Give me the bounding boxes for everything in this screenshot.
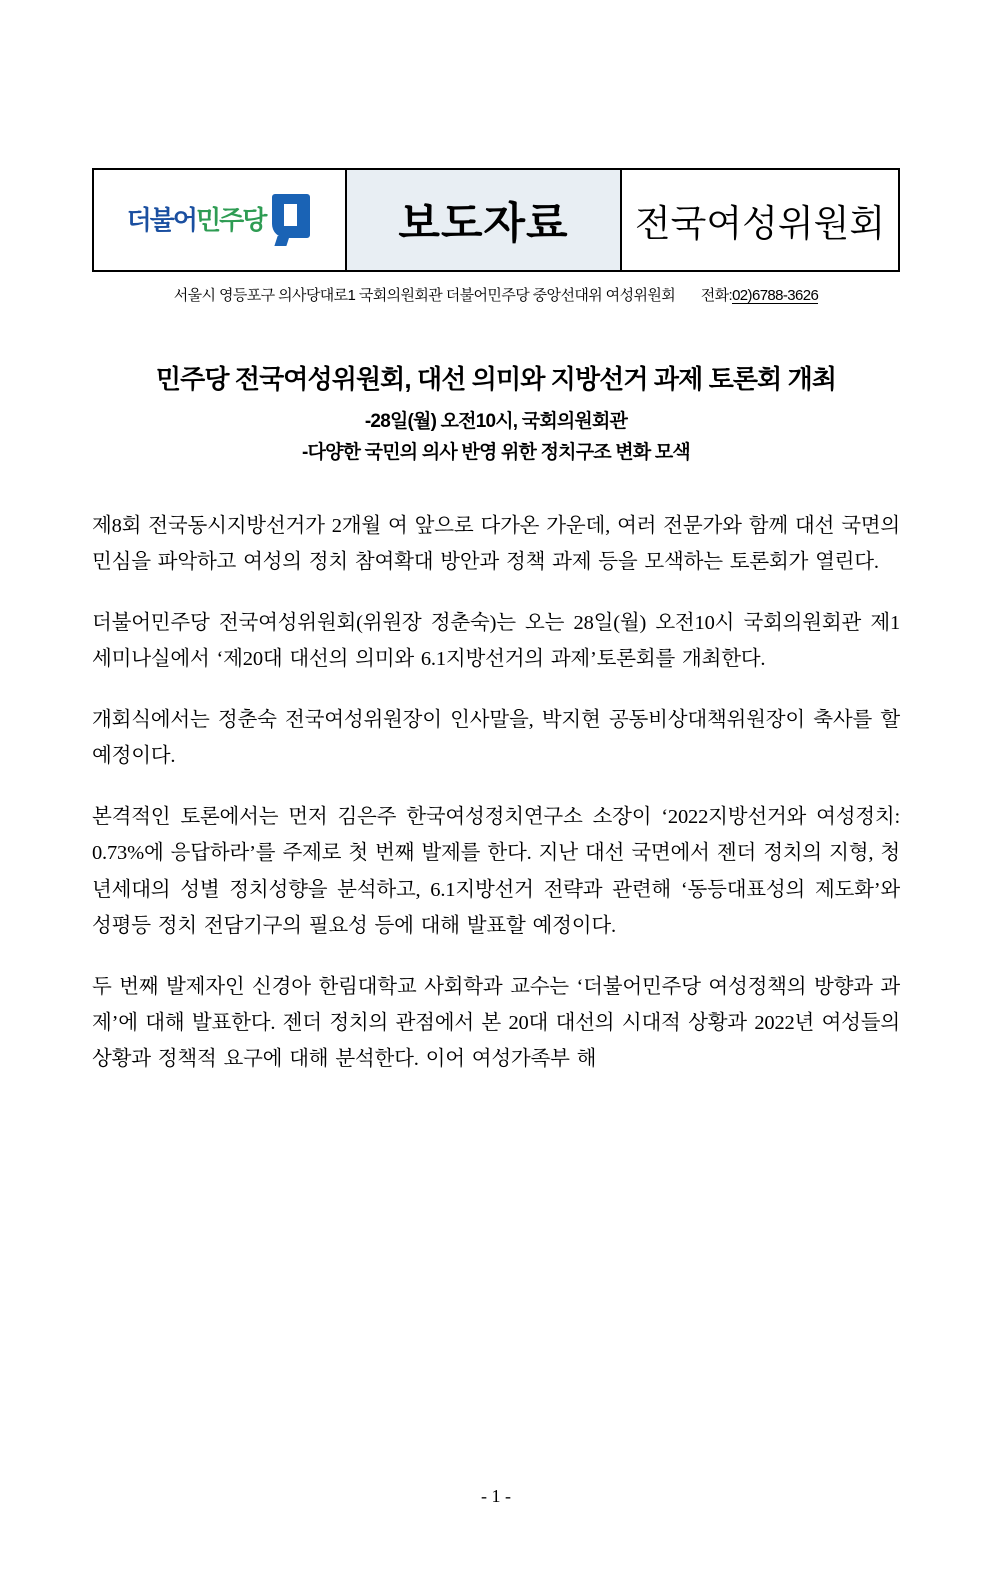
party-logo-text xyxy=(127,206,266,235)
paragraph-3: 개회식에서는 정춘숙 전국여성위원장이 인사말을, 박지현 공동비상대책위원장이 축사를 할 예정이다. xyxy=(92,708,900,768)
telephone-text: 전화:02)6788-3626 xyxy=(700,287,819,304)
doc-type-label: 보도자료 xyxy=(398,199,569,248)
party-logo xyxy=(121,194,319,246)
headline-block xyxy=(92,363,900,468)
organization-cell xyxy=(622,170,898,270)
party-logo-cell xyxy=(94,170,347,270)
paragraph-5: 두 번째 발제자인 신경아 한림대학교 사회학과 교수는 ‘더불어민주당 여성정책의 방향과 과제’에 대해 발표한다. 젠더 정치의 관점에서 본 20대 대선의 시대적 상황과 2022년 여성들의 상황과 정책적 요구에 대해 분석한다. 이어 여성가족부 해 xyxy=(92,975,900,1071)
page-number: - 1 - xyxy=(481,1486,511,1506)
organization-label: 전국여성위원회 xyxy=(634,203,886,244)
body-content xyxy=(92,508,900,1078)
address-line xyxy=(92,284,900,305)
page-title: 민주당 전국여성위원회, 대선 의미와 지방선거 과제 토론회 개최 xyxy=(155,364,837,394)
address-text: 서울시 영등포구 의사당대로1 국회의원회관 더불어민주당 중앙선대위 여성위원회 xyxy=(173,287,676,304)
party-logo-text-part1: 더불어 xyxy=(126,204,196,235)
subtitle-line-1: -28일(월) 오전10시, 국회의원회관 xyxy=(364,410,628,432)
subtitle-line-2: -다양한 국민의 의사 반영 위한 정치구조 변화 모색 xyxy=(302,442,690,464)
document-page xyxy=(0,168,992,1571)
telephone xyxy=(701,284,819,305)
doc-type-cell xyxy=(347,170,622,270)
paragraph-2: 더불어민주당 전국여성위원회(위원장 정춘숙)는 오는 28일(월) 오전10시 국회의원회관 제1세미나실에서 ‘제20대 대선의 의미와 6.1지방선거의 과제’토론회를 개최한다. xyxy=(92,611,900,671)
party-logo-text-part2: 민주당 xyxy=(196,204,266,235)
paragraph-1: 제8회 전국동시지방선거가 2개월 여 앞으로 다가온 가운데, 여러 전문가와 함께 대선 국면의 민심을 파악하고 여성의 정치 참여확대 방안과 정책 과제 등을 모색하는 토론회가 열린다. xyxy=(92,514,900,574)
paragraph-4: 본격적인 토론에서는 먼저 김은주 한국여성정치연구소 소장이 ‘2022지방선거와 여성정치: 0.73%에 응답하라’를 주제로 첫 번째 발제를 한다. 지난 대선 국면에서 젠더 정치의 지형, 청년세대의 성별 정치성향을 분석하고, 6.1지방선거 전략과 관련해 ‘동등대표성의 제도화’와 성평등 정치 전담기구의 필요성 등에 대해 발표할 예정이다. xyxy=(92,805,900,938)
press-release-banner xyxy=(92,168,900,272)
telephone-underline xyxy=(732,303,819,304)
democratic-party-square-icon xyxy=(272,194,312,246)
